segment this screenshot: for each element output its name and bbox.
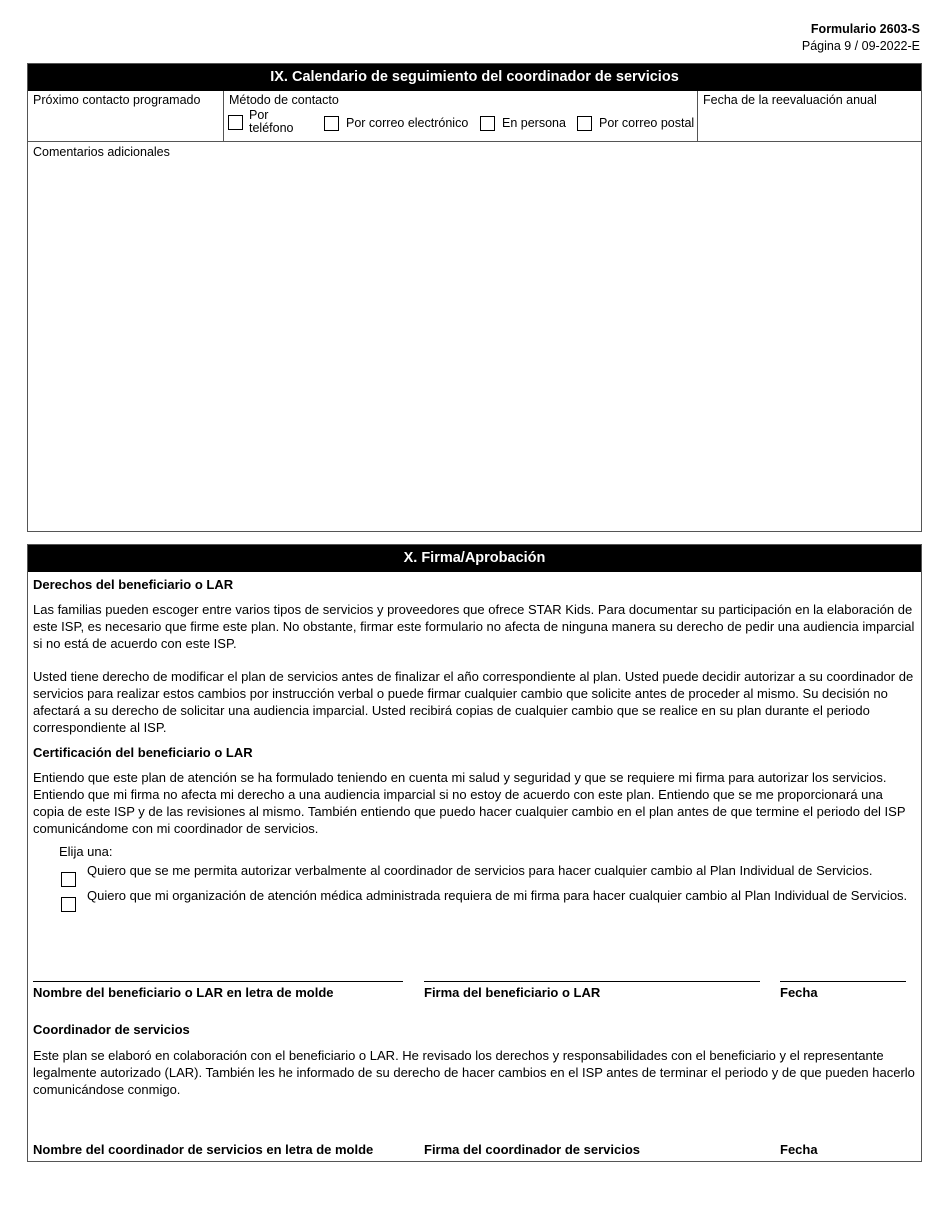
coordinator-paragraph: Este plan se elaboró en colaboración con el beneficiario o LAR. He revisado los derechos y responsabilidades con el beneficiario y el representante legalmente autorizado (LAR). También les he informado de su derecho de hacer cambios en el ISP antes de terminar el periodo y de que pueden hacerlo comunicándose conmigo.: [33, 1048, 915, 1097]
rights-paragraph-1: Las familias pueden escoger entre varios tipos de servicios y proveedores que ofrece STAR Kids. Para documentar su participación en la elaboración de este ISP, es necesario que firme este plan. No obstante, firmar este formulario no afecta de ninguna manera su derecho de pedir una audiencia imparcial si no está de acuerdo con este ISP.: [33, 602, 915, 651]
section10-title: X. Firma/Aprobación: [28, 545, 921, 572]
method-postal-checkbox[interactable]: [577, 116, 592, 131]
certification-paragraph: Entiendo que este plan de atención se ha formulado teniendo en cuenta mi salud y seguridad y que se requiere mi firma para autorizar los servicios. Entiendo que mi firma no afecta mi derecho a una audiencia imparcial si no estoy de acuerdo con este plan. Entiendo que se me proporcionará una copia de este ISP y de las revisiones al mismo. También entiendo que puedo hacer cualquier cambio en el plan antes de que termine el periodo del ISP comunicándome con mi coordinador de servicios.: [33, 770, 906, 836]
additional-comments-field[interactable]: [28, 142, 921, 162]
choose-one-label: Elija una:: [59, 844, 113, 859]
choice-signature-text: Quiero que mi organización de atención médica administrada requiera de mi firma para hacer cualquier cambio al Plan Individual de Servicios.: [87, 888, 908, 903]
contact-method-label: Método de contacto: [229, 93, 339, 107]
choice-signature-required[interactable]: [61, 887, 916, 912]
method-phone-option[interactable]: [228, 109, 293, 135]
section-followup-schedule: [27, 63, 922, 532]
rights-heading: Derechos del beneficiario o LAR: [33, 577, 234, 592]
beneficiary-date-line[interactable]: [780, 981, 906, 982]
method-in-person-option[interactable]: [480, 116, 566, 131]
coordinator-signature-row: [33, 1138, 916, 1158]
page-info: Página 9 / 09-2022-E: [801, 39, 920, 53]
method-email-option[interactable]: [324, 116, 468, 131]
method-in-person-label: En persona: [502, 116, 566, 130]
beneficiary-signature-line[interactable]: [424, 981, 760, 982]
additional-comments-label: Comentarios adicionales: [33, 145, 170, 159]
beneficiary-name-label: Nombre del beneficiario o LAR en letra de molde: [33, 985, 334, 1000]
rights-paragraph-2: Usted tiene derecho de modificar el plan de servicios antes de finalizar el año correspondiente al plan. Usted puede decidir autorizar a su coordinador de servicios para realizar estos cambios por instrucción verbal o puede firmar cualquier cambio que solicite antes de proceder al mismo. Su decisión no afectará a su derecho de solicitar una audiencia imparcial. Usted recibirá copias de cualquier cambio que se realice en su plan durante el periodo correspondiente al ISP.: [33, 669, 914, 735]
method-phone-label-line1: Por: [249, 108, 269, 122]
annual-reevaluation-label: Fecha de la reevaluación anual: [703, 93, 877, 107]
method-email-label: Por correo electrónico: [346, 116, 469, 130]
method-postal-label: Por correo postal: [599, 116, 695, 130]
form-header: [802, 21, 920, 55]
beneficiary-signature-label: Firma del beneficiario o LAR: [424, 985, 601, 1000]
coordinator-name-label: Nombre del coordinador de servicios en letra de molde: [33, 1142, 374, 1157]
method-email-checkbox[interactable]: [324, 116, 339, 131]
choice-verbal-authorization[interactable]: [61, 862, 916, 887]
beneficiary-signature-row: [33, 981, 916, 1001]
certification-heading: Certificación del beneficiario o LAR: [33, 745, 253, 760]
method-in-person-checkbox[interactable]: [480, 116, 495, 131]
choice-verbal-text: Quiero que se me permita autorizar verbalmente al coordinador de servicios para hacer cualquier cambio al Plan Individual de Servicios.: [87, 863, 873, 878]
contact-method-field: [224, 91, 698, 141]
method-phone-label-line2: teléfono: [249, 121, 294, 135]
contact-method-options: [228, 109, 697, 139]
annual-reevaluation-field[interactable]: [698, 91, 921, 141]
form-number: Formulario 2603-S: [810, 22, 920, 36]
beneficiary-name-line[interactable]: [33, 981, 403, 982]
next-contact-field[interactable]: [28, 91, 224, 141]
coordinator-heading: Coordinador de servicios: [33, 1022, 190, 1037]
section-signature-approval: [27, 544, 922, 1162]
contact-row: [28, 91, 921, 142]
choice-signature-checkbox[interactable]: [61, 897, 76, 912]
choice-verbal-checkbox[interactable]: [61, 872, 76, 887]
method-postal-option[interactable]: [577, 116, 694, 131]
method-phone-checkbox[interactable]: [228, 115, 243, 130]
coordinator-signature-label: Firma del coordinador de servicios: [424, 1142, 641, 1157]
section9-title: IX. Calendario de seguimiento del coordinador de servicios: [28, 64, 921, 91]
next-contact-label: Próximo contacto programado: [33, 93, 201, 107]
coordinator-date-label: Fecha: [780, 1142, 818, 1157]
beneficiary-date-label: Fecha: [780, 985, 818, 1000]
